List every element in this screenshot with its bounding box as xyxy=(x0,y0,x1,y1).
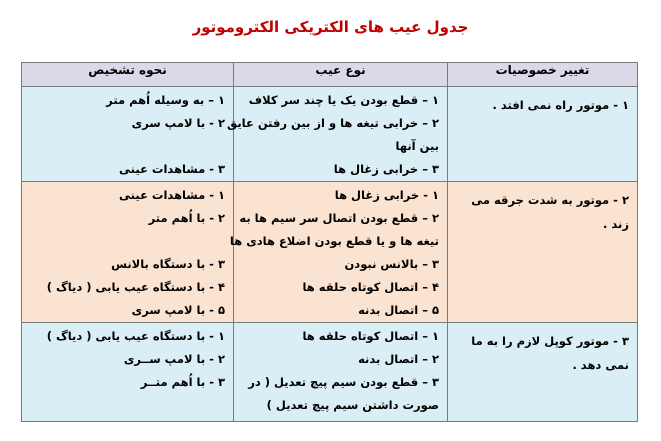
header-change: تغییر خصوصیات xyxy=(448,63,638,87)
header-row xyxy=(22,63,638,87)
fault-cell xyxy=(226,87,448,182)
diagnosis-item: ۲ - با لامپ سری xyxy=(131,116,225,130)
change-cell xyxy=(448,323,638,422)
fault-item: ۱ – قطع بودن یک یا چند سر کلاف xyxy=(248,93,439,107)
fault-item: ۲ – اتصال بدنه xyxy=(358,352,439,366)
diagnosis-item: ۳ - مشاهدات عینی xyxy=(119,162,225,176)
diagnosis-cell xyxy=(22,87,234,182)
fault-item: بین آنها xyxy=(395,139,439,153)
diagnosis-item: ۲ - با اُهم متر xyxy=(148,211,225,225)
fault-item: ۵ – اتصال بدنه xyxy=(358,303,439,317)
fault-item: ۳ – خرابی زغال ها xyxy=(333,162,439,176)
fault-item: ۳ – قطع بودن سیم پیچ تعدیل ( در xyxy=(248,375,439,389)
fault-item: تیغه ها و یا قطع بودن اضلاع هادی ها xyxy=(229,234,439,248)
fault-item: ۴ – اتصال کوتاه حلقه ها xyxy=(302,280,439,294)
fault-cell xyxy=(234,323,448,422)
fault-item: ۳ – بالانس نبودن xyxy=(344,257,439,271)
change-cell xyxy=(448,87,638,182)
diagnosis-item: ۵ - با لامپ سری xyxy=(131,303,225,317)
diagnosis-item: ۳ - با دستگاه بالانس xyxy=(111,257,225,271)
change-text: ۱ - موتور راه نمی افتد . xyxy=(492,98,629,112)
diagnosis-item: ۱ - مشاهدات عینی xyxy=(119,188,225,202)
diagnosis-item: ۳ - با اُهم متــر xyxy=(140,375,225,389)
fault-item: ۱ – اتصال کوتاه حلقه ها xyxy=(302,329,439,343)
document-title: جدول عیب های الکتریکی الکتروموتور xyxy=(192,18,469,36)
fault-item: ۲ – خرابی تیغه ها و از بین رفتن عایق xyxy=(226,116,439,130)
diagnosis-item: ۴ - با دستگاه عیب یابی ( دیاگ ) xyxy=(46,280,225,294)
fault-item: ۲ – قطع بودن اتصال سر سیم ها به xyxy=(239,211,439,225)
fault-table xyxy=(21,62,638,422)
header-diagnosis: نحوه تشخیص xyxy=(22,63,234,87)
header-fault: نوع عیب xyxy=(234,63,448,87)
table-row xyxy=(22,323,638,422)
change-cell xyxy=(448,182,638,323)
diagnosis-cell xyxy=(22,182,234,323)
fault-item: ۱ - خرابی زغال ها xyxy=(334,188,439,202)
table-row xyxy=(22,182,638,323)
diagnosis-item: ۱ - با دستگاه عیب یابی ( دیاگ ) xyxy=(46,329,225,343)
change-text: ۳ - موتور کوپل لازم را به ما نمی دهد . xyxy=(471,334,629,372)
table-row xyxy=(22,87,638,182)
fault-cell xyxy=(229,182,448,323)
diagnosis-item: ۱ – به وسیله اُهم متر xyxy=(106,93,225,107)
fault-item: صورت داشتن سیم پیچ تعدیل ) xyxy=(266,398,439,412)
diagnosis-cell xyxy=(22,323,234,422)
diagnosis-item: ۲ - با لامپ ســری xyxy=(123,352,225,366)
change-text: ۲ - موتور به شدت جرقه می زند . xyxy=(471,193,629,231)
